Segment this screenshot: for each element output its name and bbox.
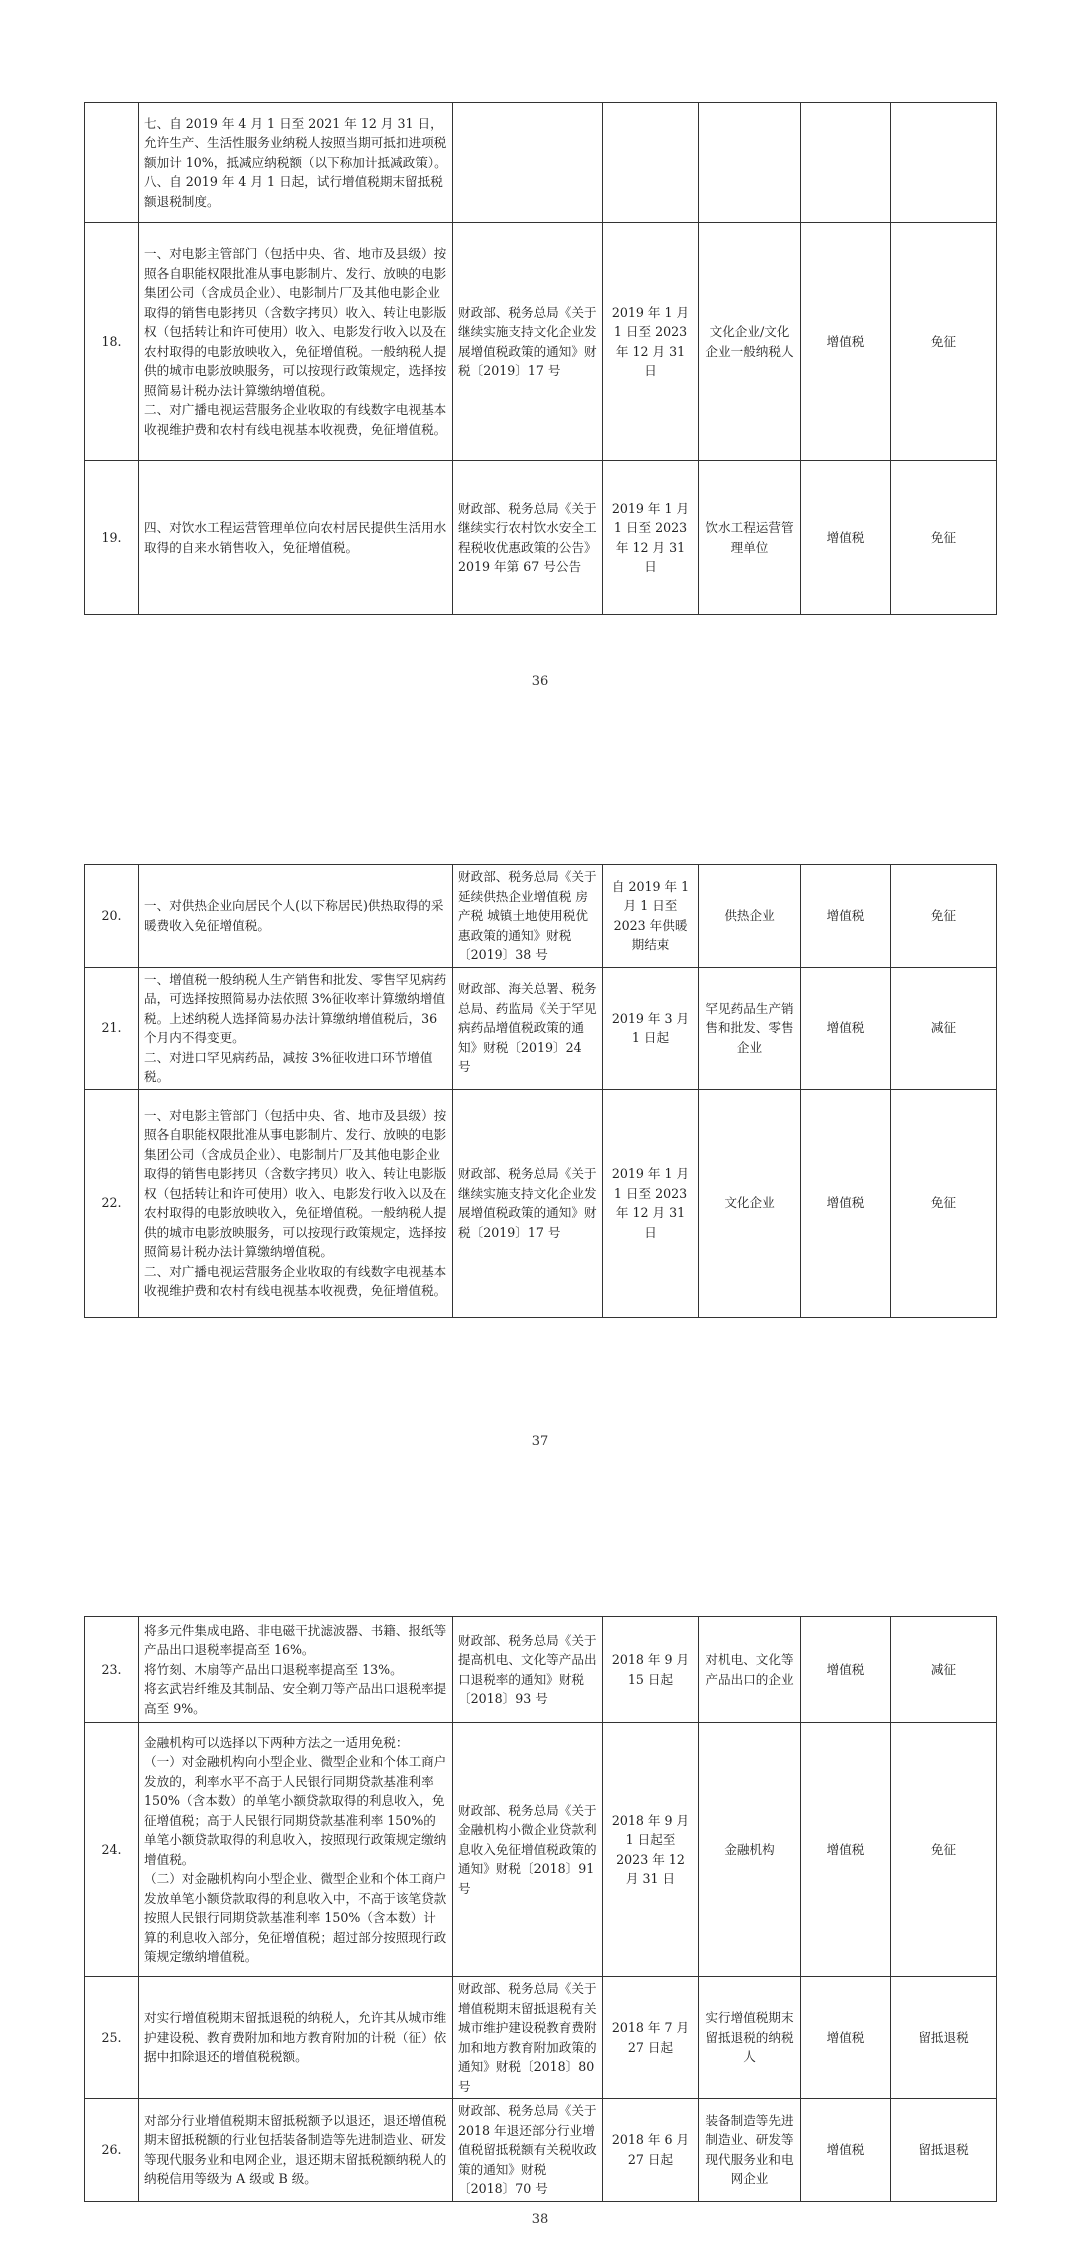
target-entity-cell: 罕见药品生产销售和批发、零售企业 — [699, 967, 801, 1089]
policy-table — [84, 102, 997, 615]
table-row — [85, 223, 997, 461]
target-entity-cell: 对机电、文化等产品出口的企业 — [699, 1617, 801, 1723]
preference-method-cell — [891, 103, 997, 223]
preference-method-cell: 免征 — [891, 1723, 997, 1977]
policy-paragraph: 八、自 2019 年 4 月 1 日起，试行增值税期末留抵税额退税制度。 — [144, 174, 443, 209]
page-number: 37 — [531, 1434, 549, 1449]
policy-paragraph: 对实行增值税期末留抵退税的纳税人，允许其从城市维护建设税、教育费附加和地方教育附加的计税（征）依据中扣除退还的增值税税额。 — [144, 2010, 447, 2065]
row-number-cell: 20. — [85, 865, 139, 968]
preference-method-cell: 免征 — [891, 1089, 997, 1317]
effective-period-cell: 2019 年 1 月 1 日至 2023 年 12 月 31 日 — [603, 461, 699, 615]
policy-content-cell — [139, 461, 453, 615]
effective-period-cell: 2019 年 1 月 1 日至 2023 年 12 月 31 日 — [603, 223, 699, 461]
policy-paragraph: （一）对金融机构向小型企业、微型企业和个体工商户发放的，利率水平不高于人民银行同期贷款基准利率 150%（含本数）的单笔小额贷款取得的利息收入，免征增值税；高于人民银行同期贷款基准利率 150%的单笔小额贷款取得的利息收入，按照现行政策规定缴纳增值税。 — [144, 1754, 447, 1867]
policy-content-cell — [139, 967, 453, 1089]
table-row — [85, 461, 997, 615]
tax-type-cell: 增值税 — [801, 1617, 891, 1723]
page-number: 38 — [531, 2212, 549, 2227]
page-section-37 — [84, 864, 996, 1318]
target-entity-cell: 文化企业/文化企业一般纳税人 — [699, 223, 801, 461]
tax-type-cell: 增值税 — [801, 865, 891, 968]
table-row — [85, 1617, 997, 1723]
effective-period-cell: 2018 年 6 月 27 日起 — [603, 2099, 699, 2202]
policy-paragraph: 金融机构可以选择以下两种方法之一适用免税： — [144, 1734, 409, 1750]
target-entity-cell: 金融机构 — [699, 1723, 801, 1977]
policy-source-cell: 财政部、税务总局《关于延续供热企业增值税 房产税 城镇土地使用税优惠政策的通知》财税〔2019〕38 号 — [453, 865, 603, 968]
effective-period-cell: 2018 年 9 月 1 日起至 2023 年 12 月 31 日 — [603, 1723, 699, 1977]
policy-table — [84, 864, 997, 1318]
policy-source-cell: 财政部、税务总局《关于增值税期末留抵退税有关城市维护建设税教育费附加和地方教育附加政策的通知》财税〔2018〕80 号 — [453, 1977, 603, 2099]
table-row — [85, 865, 997, 968]
target-entity-cell: 文化企业 — [699, 1089, 801, 1317]
table-row — [85, 103, 997, 223]
policy-content-cell — [139, 1617, 453, 1723]
target-entity-cell: 饮水工程运营管理单位 — [699, 461, 801, 615]
page-number: 36 — [531, 674, 549, 689]
effective-period-cell: 2019 年 3 月 1 日起 — [603, 967, 699, 1089]
policy-table — [84, 1616, 997, 2202]
preference-method-cell: 免征 — [891, 461, 997, 615]
tax-type-cell: 增值税 — [801, 1723, 891, 1977]
policy-source-cell: 财政部、税务总局《关于继续实施支持文化企业发展增值税政策的通知》财税〔2019〕17 号 — [453, 1089, 603, 1317]
policy-paragraph: 七、自 2019 年 4 月 1 日至 2021 年 12 月 31 日，允许生产、生活性服务业纳税人按照当期可抵扣进项税额加计 10%，抵减应纳税额（以下称加计抵减政策）。 — [144, 115, 447, 170]
row-number-cell: 21. — [85, 967, 139, 1089]
policy-content-cell — [139, 1977, 453, 2099]
tax-type-cell: 增值税 — [801, 967, 891, 1089]
policy-source-cell: 财政部、税务总局《关于继续实行农村饮水安全工程税收优惠政策的公告》2019 年第 67 号公告 — [453, 461, 603, 615]
policy-paragraph: （二）对金融机构向小型企业、微型企业和个体工商户发放单笔小额贷款取得的利息收入中，不高于该笔贷款按照人民银行同期贷款基准利率 150%（含本数）计算的利息收入部分，免征增值税；超过部分按照现行政策规定缴纳增值税。 — [144, 1871, 447, 1964]
tax-type-cell: 增值税 — [801, 2099, 891, 2202]
target-entity-cell: 供热企业 — [699, 865, 801, 968]
policy-paragraph: 对部分行业增值税期末留抵税额予以退还，退还增值税期末留抵税额的行业包括装备制造等先进制造业、研发等现代服务业和电网企业，退还期末留抵税额纳税人的纳税信用等级为 A 级或 B 级。 — [144, 2112, 447, 2187]
tax-type-cell: 增值税 — [801, 223, 891, 461]
table-body — [85, 1617, 997, 2202]
target-entity-cell — [699, 103, 801, 223]
table-row — [85, 2099, 997, 2202]
policy-content-cell — [139, 1723, 453, 1977]
preference-method-cell: 留抵退税 — [891, 1977, 997, 2099]
target-entity-cell: 装备制造等先进制造业、研发等现代服务业和电网企业 — [699, 2099, 801, 2202]
policy-paragraph: 将竹刻、木扇等产品出口退税率提高至 13%。 — [144, 1661, 403, 1677]
policy-source-cell — [453, 103, 603, 223]
policy-paragraph: 一、对电影主管部门（包括中央、省、地市及县级）按照各自职能权限批准从事电影制片、发行、放映的电影集团公司（含成员企业）、电影制片厂及其他电影企业取得的销售电影拷贝（含数字拷贝）收入、转让电影版权（包括转让和许可使用）收入、电影发行收入以及在农村取得的电影放映收入，免征增值税。一般纳税人提供的城市电影放映服务，可以按现行政策规定，选择按照简易计税办法计算缴纳增值税。 — [144, 1107, 447, 1259]
policy-paragraph: 将玄武岩纤维及其制品、安全剃刀等产品出口退税率提高至 9%。 — [144, 1681, 447, 1716]
policy-paragraph: 四、对饮水工程运营管理单位向农村居民提供生活用水取得的自来水销售收入，免征增值税。 — [144, 520, 447, 555]
table-row — [85, 1723, 997, 1977]
table-row — [85, 967, 997, 1089]
tax-type-cell: 增值税 — [801, 1089, 891, 1317]
preference-method-cell: 免征 — [891, 223, 997, 461]
tax-type-cell — [801, 103, 891, 223]
policy-source-cell: 财政部、税务总局《关于提高机电、文化等产品出口退税率的通知》财税〔2018〕93 号 — [453, 1617, 603, 1723]
policy-content-cell — [139, 223, 453, 461]
policy-paragraph: 二、对广播电视运营服务企业收取的有线数字电视基本收视维护费和农村有线电视基本收视费，免征增值税。 — [144, 1263, 447, 1298]
policy-paragraph: 二、对广播电视运营服务企业收取的有线数字电视基本收视维护费和农村有线电视基本收视费，免征增值税。 — [144, 402, 447, 437]
policy-source-cell: 财政部、税务总局《关于继续实施支持文化企业发展增值税政策的通知》财税〔2019〕17 号 — [453, 223, 603, 461]
target-entity-cell: 实行增值税期末留抵退税的纳税人 — [699, 1977, 801, 2099]
table-row — [85, 1977, 997, 2099]
preference-method-cell: 留抵退税 — [891, 2099, 997, 2202]
row-number-cell: 24. — [85, 1723, 139, 1977]
policy-content-cell — [139, 1089, 453, 1317]
table-body — [85, 865, 997, 1318]
effective-period-cell: 2019 年 1 月 1 日至 2023 年 12 月 31 日 — [603, 1089, 699, 1317]
policy-paragraph: 一、对供热企业向居民个人(以下称居民)供热取得的采暖费收入免征增值税。 — [144, 898, 444, 933]
tax-type-cell: 增值税 — [801, 461, 891, 615]
effective-period-cell: 2018 年 7 月 27 日起 — [603, 1977, 699, 2099]
effective-period-cell — [603, 103, 699, 223]
policy-paragraph: 一、增值税一般纳税人生产销售和批发、零售罕见病药品，可选择按照简易办法依照 3%征收率计算缴纳增值税。上述纳税人选择简易办法计算缴纳增值税后，36 个月内不得变更。 — [144, 971, 447, 1045]
row-number-cell: 23. — [85, 1617, 139, 1723]
policy-source-cell: 财政部、税务总局《关于金融机构小微企业贷款利息收入免征增值税政策的通知》财税〔2018〕91 号 — [453, 1723, 603, 1977]
row-number-cell: 25. — [85, 1977, 139, 2099]
policy-content-cell — [139, 2099, 453, 2202]
policy-content-cell — [139, 103, 453, 223]
page-section-36 — [84, 102, 996, 615]
row-number-cell: 19. — [85, 461, 139, 615]
effective-period-cell: 自 2019 年 1 月 1 日至 2023 年供暖期结束 — [603, 865, 699, 968]
policy-paragraph: 将多元件集成电路、非电磁干扰滤波器、书籍、报纸等产品出口退税率提高至 16%。 — [144, 1622, 447, 1658]
page-section-38 — [84, 1616, 996, 2202]
policy-content-cell — [139, 865, 453, 968]
row-number-cell — [85, 103, 139, 223]
preference-method-cell: 减征 — [891, 967, 997, 1089]
table-body — [85, 103, 997, 615]
preference-method-cell: 免征 — [891, 865, 997, 968]
effective-period-cell: 2018 年 9 月 15 日起 — [603, 1617, 699, 1723]
table-row — [85, 1089, 997, 1317]
policy-paragraph: 一、对电影主管部门（包括中央、省、地市及县级）按照各自职能权限批准从事电影制片、发行、放映的电影集团公司（含成员企业）、电影制片厂及其他电影企业取得的销售电影拷贝（含数字拷贝）收入、转让电影版权（包括转让和许可使用）收入、电影发行收入以及在农村取得的电影放映收入，免征增值税。一般纳税人提供的城市电影放映服务，可以按现行政策规定，选择按照简易计税办法计算缴纳增值税。 — [144, 246, 447, 398]
policy-paragraph: 二、对进口罕见病药品，减按 3%征收进口环节增值税。 — [144, 1049, 433, 1084]
policy-source-cell: 财政部、税务总局《关于 2018 年退还部分行业增值税留抵税额有关税收政策的通知》财税〔2018〕70 号 — [453, 2099, 603, 2202]
tax-type-cell: 增值税 — [801, 1977, 891, 2099]
policy-source-cell: 财政部、海关总署、税务总局、药监局《关于罕见病药品增值税政策的通知》财税〔2019〕24 号 — [453, 967, 603, 1089]
row-number-cell: 18. — [85, 223, 139, 461]
row-number-cell: 22. — [85, 1089, 139, 1317]
preference-method-cell: 减征 — [891, 1617, 997, 1723]
row-number-cell: 26. — [85, 2099, 139, 2202]
